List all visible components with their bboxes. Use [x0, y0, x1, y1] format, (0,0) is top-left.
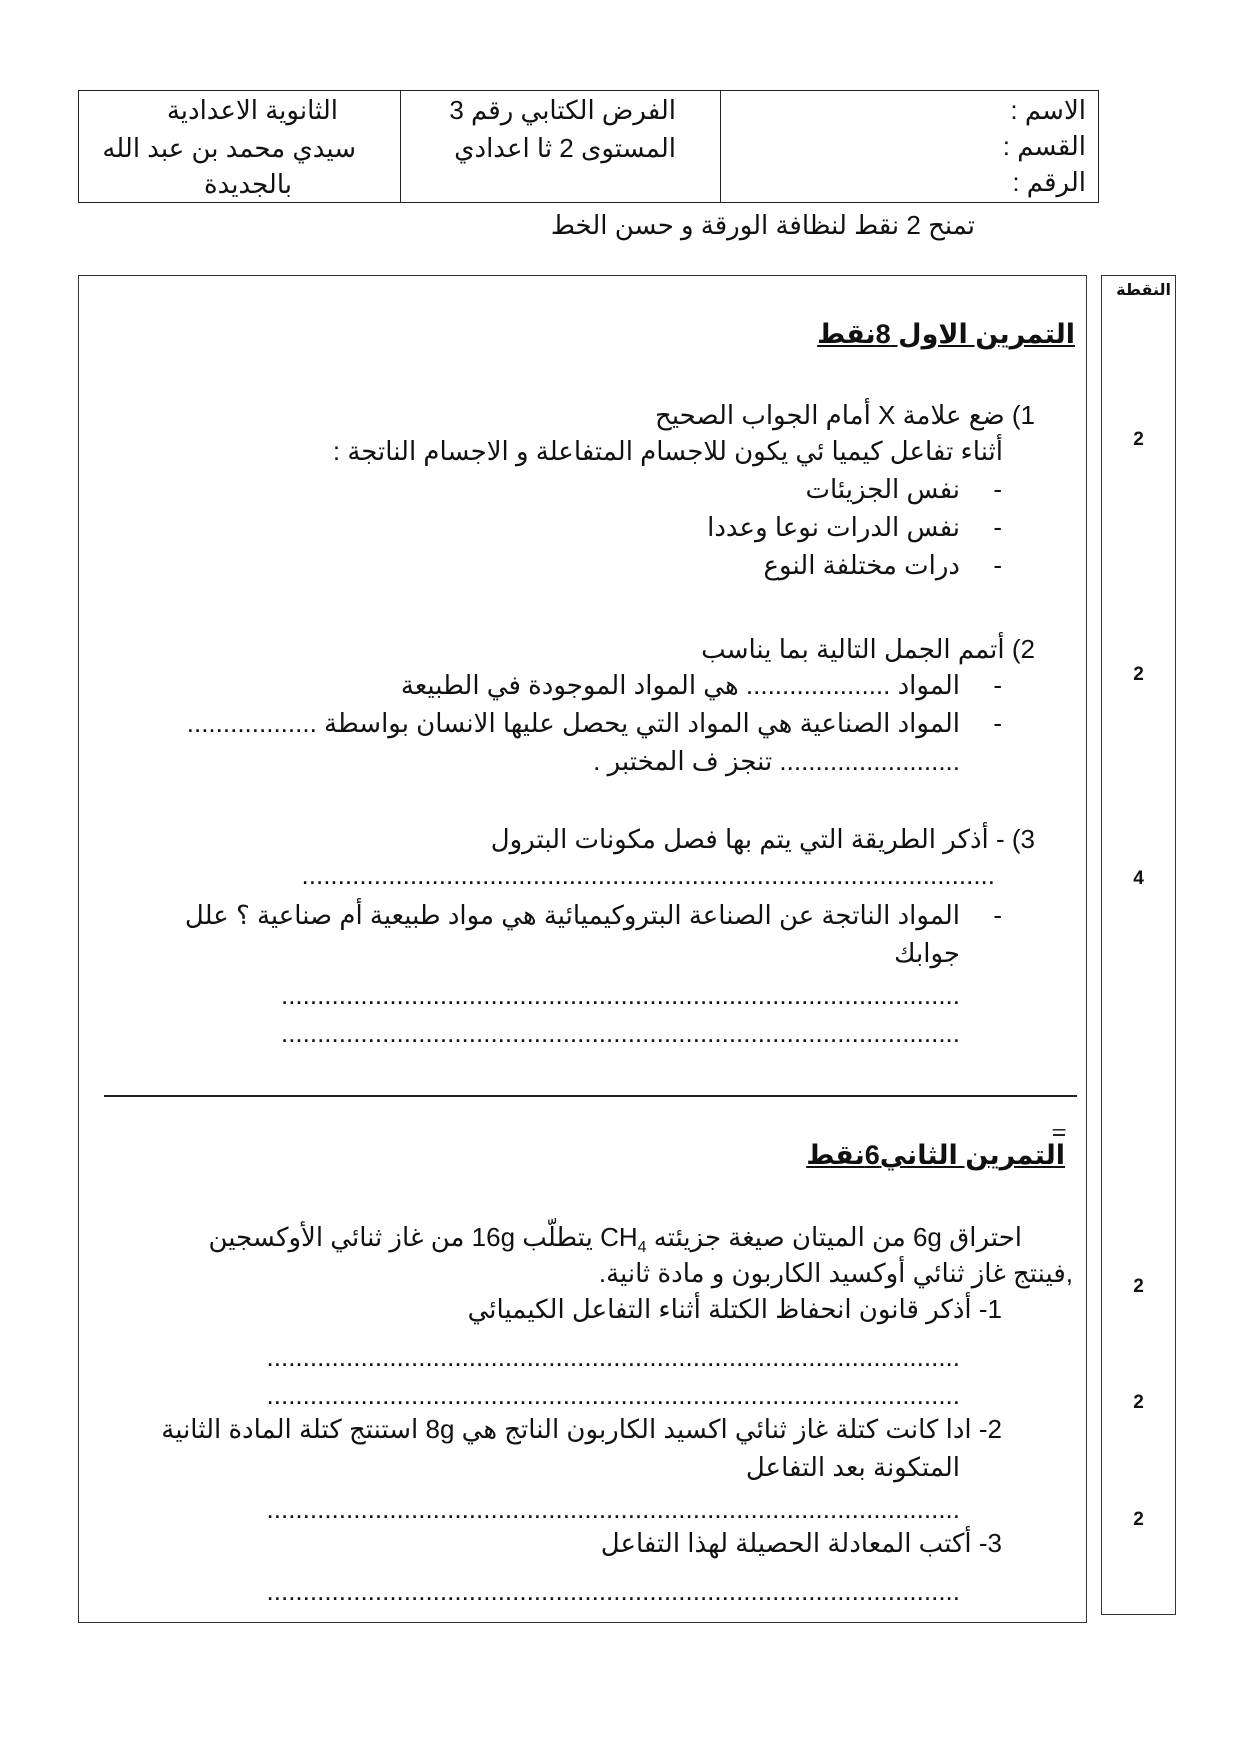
exercise2-q1-answer-line: ................................................................................................ — [266, 1342, 960, 1372]
exercise-separator — [104, 1095, 1077, 1097]
exercise1-q2-line3: ......................... تنجز ف المختبر . — [593, 746, 960, 776]
exercise2-q2a: 2- ادا كانت كتلة غاز ثنائي اكسيد الكاربون الناتج هي 8g استنتج كتلة المادة الثانية — [161, 1414, 1002, 1444]
exam-title: الفرض الكتابي رقم 3 — [449, 95, 676, 125]
exercise2-q3: 3- أكتب المعادلة الحصيلة لهذا التفاعل — [600, 1528, 1002, 1558]
exercise2-intro-a: احتراق 6g من الميتان صيغة جزيئته — [653, 1222, 1022, 1252]
score-ex1-q2: 2 — [1133, 664, 1144, 685]
score-ex1-q3: 4 — [1133, 868, 1144, 889]
exercise2-intro-b: يتطلّب 16g من غاز ثنائي الأوكسجين — [208, 1222, 593, 1252]
exercise1-q2: 2) أتمم الجمل التالية بما يناسب — [701, 634, 1035, 664]
header-table — [78, 90, 1099, 203]
exam-level: المستوى 2 ثا اعدادي — [454, 133, 676, 163]
exercise2-title: التمرين الثاني6نقط — [806, 1140, 1065, 1170]
exercise1-q3: 3) - أذكر الطريقة التي يتم بها فصل مكونات البترول — [490, 824, 1035, 854]
exercise2-q2b: المتكونة بعد التفاعل — [745, 1452, 960, 1482]
name-label: الاسم : — [1010, 95, 1086, 125]
exercise1-title: التمرين الاول 8نقط — [817, 319, 1075, 349]
exercise1-option-1: - نفس الجزيئات — [805, 472, 960, 506]
school-cell — [79, 91, 401, 202]
score-ex1-q1: 2 — [1133, 429, 1144, 450]
formula-main: CH — [600, 1222, 638, 1252]
school-name-line2: سيدي محمد بن عبد الله — [102, 133, 356, 163]
student-info-cell — [721, 91, 1098, 202]
exercise2-q1-answer-line-2: ................................................................................................ — [266, 1380, 960, 1410]
school-name-line1: الثانوية الاعدادية — [166, 95, 338, 125]
score-column — [1101, 275, 1176, 1615]
exercise2-q2-answer-line: ................................................................................................ — [266, 1494, 960, 1524]
exercise1-q1: 1) ضع علامة X أمام الجواب الصحيح — [655, 400, 1035, 430]
school-city: بالجديدة — [203, 169, 292, 199]
separator-mark: _ — [1053, 1134, 1065, 1136]
exercise1-option-3: - درات مختلفة النوع — [764, 548, 960, 582]
exercise2-intro-2: ,فينتج غاز ثنائي أوكسيد الكاربون و مادة ثانية. — [598, 1258, 1073, 1288]
exercise2-q3-answer-line: ................................................................................................ — [266, 1576, 960, 1606]
exercise1-q3-answer-line: ................................................................................................ — [301, 860, 995, 890]
score-ex2-q2: 2 — [1133, 1392, 1144, 1413]
cleanliness-note: تمنح 2 نقط لنظافة الورقة و حسن الخط — [550, 210, 975, 240]
score-ex2-q1: 2 — [1133, 1276, 1144, 1297]
formula-subscript: 4 — [637, 1239, 647, 1257]
exercise1-q3-answer-line-3: .............................................................................................. — [280, 1018, 960, 1048]
exercise1-q2-line2: - المواد الصناعية هي المواد التي يحصل عليها الانسان بواسطة .................. — [187, 706, 960, 740]
exercise1-option-2: - نفس الدرات نوعا وعددا — [707, 510, 960, 544]
exercise1-q3-line2a: - المواد الناتجة عن الصناعة البتروكيميائية هي مواد طبيعية أم صناعية ؟ علل — [185, 898, 960, 932]
exercise2-q1: 1- أذكر قانون انحفاظ الكتلة أثناء التفاعل الكيميائي — [467, 1294, 1002, 1324]
exercise1-q3-answer-line-2: .............................................................................................. — [280, 980, 960, 1010]
exercise1-q2-line1: - المواد .................... هي المواد الموجودة في الطبيعة — [401, 668, 960, 702]
score-column-title: النقطة — [1116, 282, 1171, 299]
exam-cell — [401, 91, 721, 202]
score-ex2-q3: 2 — [1133, 1509, 1144, 1530]
number-label: الرقم : — [1012, 167, 1086, 197]
methane-formula — [600, 1222, 647, 1257]
class-label: القسم : — [1002, 131, 1086, 161]
exercise1-q1-stem: أثناء تفاعل كيميا ئي يكون للاجسام المتفاعلة و الاجسام الناتجة : — [332, 436, 1003, 466]
exercise1-q3-line2b: جوابك — [894, 938, 960, 968]
